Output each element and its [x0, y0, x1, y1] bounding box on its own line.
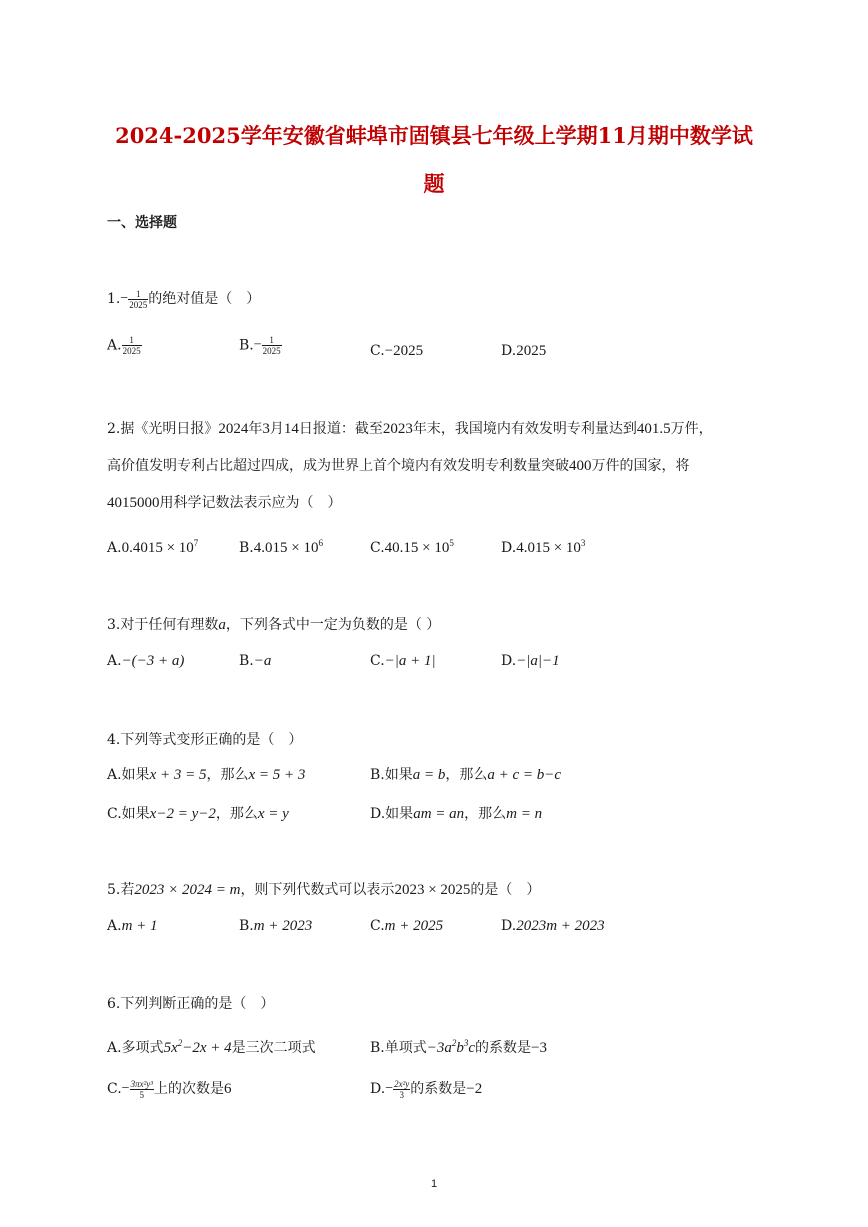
document-title-line1: 2024-2025学年安徽省蚌埠市固镇县七年级上学期11月期中数学试 — [115, 123, 753, 148]
question-3: 3.对于任何有理数a，下列各式中一定为负数的是（ ） — [107, 617, 441, 633]
question-1: 1.− $\frac{1}{2025}$ 的绝对值是（ ） — [107, 288, 261, 310]
document-title-line2: 题 — [423, 171, 445, 196]
option-c: C.−|a + 1| — [370, 653, 436, 669]
option-d: D.如果am = an，那么m = n — [370, 806, 543, 822]
question-2-line1: 2.据《光明日报》2024年3月14日报道：截至2023年末，我国境内有效发明专利量达到401.5万件， — [107, 421, 713, 437]
option-c: C.如果x−2 = y−2，那么x = y — [107, 806, 289, 822]
option-a: A. $\frac{1}{2025}$ — [107, 335, 141, 356]
option-b: B.单项式$-3a^2b^3c$的系数是−3 — [370, 1038, 548, 1056]
option-b: B.− $\frac{1}{2025}$ — [239, 335, 281, 356]
question-5: 5.若2023 × 2024 = m，则下列代数式可以表示2023 × 2025的是（ ） — [107, 882, 541, 898]
option-a: $A.0.4015 \times 10^7$ — [107, 538, 199, 556]
option-a: A.多项式$5x^2-2x + 4$是三次二项式 — [107, 1038, 316, 1056]
question-6: 6.下列判断正确的是（ ） — [107, 996, 275, 1012]
question-2-line3: 4015000用科学记数法表示应为（ ） — [107, 495, 342, 511]
question-text: 的绝对值是（ ） — [148, 291, 261, 307]
question-4: 4.下列等式变形正确的是（ ） — [107, 732, 303, 748]
option-a: A.如果x + 3 = 5，那么x = 5 + 3 — [107, 767, 306, 783]
option-b: B.m + 2023 — [239, 918, 313, 934]
option-b: B.−a — [239, 653, 272, 669]
question-number: 1. — [107, 291, 121, 307]
option-d: D.2023m + 2023 — [501, 918, 605, 934]
option-d: D.− $\frac{\text{2x²y}}{3}$ 的系数是−2 — [370, 1078, 483, 1100]
option-b: B.如果a = b，那么a + c = b−c — [370, 767, 562, 783]
page-number: 1 — [430, 1178, 438, 1190]
option-c: C.m + 2025 — [370, 918, 444, 934]
option-d: $D.4.015 \times 10^3$ — [501, 538, 586, 556]
option-a: A.−(−3 + a) — [107, 653, 185, 669]
option-b: $B.4.015 \times 10^6$ — [239, 538, 323, 556]
option-d: D.2025 — [501, 343, 547, 359]
option-c: $C.40.15 \times 10^5$ — [370, 538, 454, 556]
section-heading: 一、选择题 — [107, 215, 177, 231]
option-c: C.− $\frac{\text{3πx²y³}}{5}$ 上的次数是6 — [107, 1078, 232, 1100]
option-a: A.m + 1 — [107, 918, 158, 934]
question-2-line2: 高价值发明专利占比超过四成，成为世界上首个境内有效发明专利数量突破400万件的国家，将 — [107, 458, 690, 474]
option-c: C.−2025 — [370, 343, 424, 359]
option-d: D.−|a|−1 — [501, 653, 560, 669]
fraction: $\frac{1}{2025}$ — [129, 288, 148, 310]
